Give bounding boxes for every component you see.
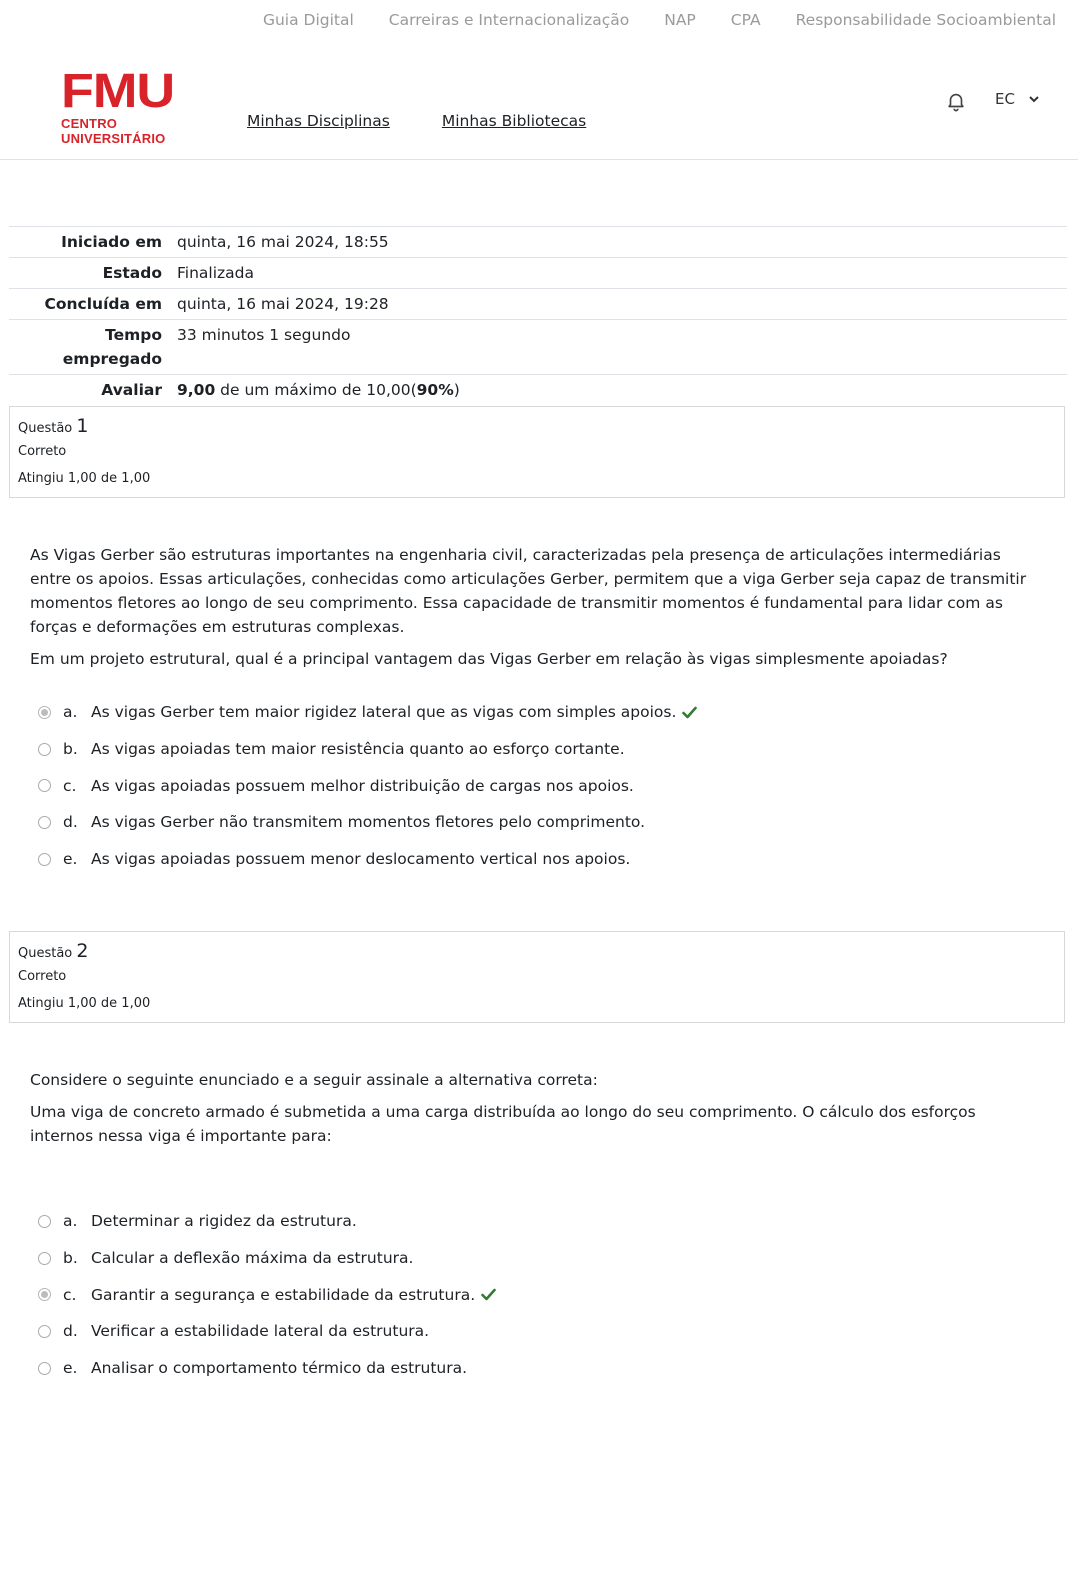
summary-state-label: Estado <box>102 264 162 282</box>
nav-minhas-disciplinas[interactable]: Minhas Disciplinas <box>247 112 390 130</box>
chevron-down-icon <box>1029 95 1039 103</box>
answer-option[interactable] <box>38 1240 496 1277</box>
grade-max: de um máximo de 10,00( <box>215 381 417 399</box>
answer-text: As vigas apoiadas possuem menor deslocamento vertical nos apoios. <box>91 850 631 869</box>
question-1-text <box>30 543 1040 679</box>
answer-text: Determinar a rigidez da estrutura. <box>91 1212 357 1231</box>
bell-icon[interactable] <box>945 90 967 112</box>
nav-minhas-bibliotecas[interactable]: Minhas Bibliotecas <box>441 112 587 130</box>
answer-text: Garantir a segurança e estabilidade da estrutura. <box>91 1285 476 1304</box>
question-2-text <box>30 1068 1040 1156</box>
radio-button[interactable] <box>38 1325 51 1338</box>
answer-option[interactable] <box>38 841 697 878</box>
answer-option[interactable] <box>38 1313 496 1350</box>
radio-button[interactable] <box>38 743 51 756</box>
answer-text: As vigas Gerber não transmitem momentos fletores pelo comprimento. <box>91 813 646 832</box>
answer-letter: e. <box>63 850 78 869</box>
summary-time-label: Tempo empregado <box>62 326 162 368</box>
answer-text: Calcular a deflexão máxima da estrutura. <box>91 1249 414 1268</box>
question-1-paragraph: As Vigas Gerber são estruturas importantes na engenharia civil, caracterizadas pela presença de articulações intermediárias entre os apoios. Essas articulações, conhecidas como articulações Gerber, permitem que a viga Gerber seja capaz de transmitir momentos fletores ao longo de seu comprimento. Essa capacidade de transmitir momentos é fundamental para lidar com as forças e deformações em estruturas complexas. <box>30 546 1027 636</box>
top-link-responsabilidade[interactable]: Responsabilidade Socioambiental <box>795 11 1056 29</box>
answer-text: As vigas Gerber tem maior rigidez lateral que as vigas com simples apoios. <box>91 703 677 722</box>
grade-score: 9,00 <box>177 381 216 399</box>
answer-option[interactable] <box>38 767 697 804</box>
answer-option[interactable] <box>38 731 697 768</box>
check-icon <box>682 706 697 719</box>
header-divider <box>0 159 1078 160</box>
check-icon <box>481 1288 496 1301</box>
top-link-carreiras[interactable]: Carreiras e Internacionalização <box>388 11 630 29</box>
question-2-answers <box>38 1203 496 1386</box>
question-1-grade: Atingiu 1,00 de 1,00 <box>18 471 151 486</box>
radio-button[interactable] <box>38 816 51 829</box>
radio-button[interactable] <box>38 1215 51 1228</box>
top-link-nap[interactable]: NAP <box>664 11 696 29</box>
question-2-number <box>18 940 1056 965</box>
radio-button[interactable] <box>38 1252 51 1265</box>
answer-option[interactable] <box>38 1276 496 1313</box>
user-initials: EC <box>995 90 1015 108</box>
user-menu[interactable] <box>995 90 1039 108</box>
question-label: Questão <box>18 946 73 961</box>
question-2-info <box>9 931 1065 1023</box>
top-links <box>263 11 1056 29</box>
answer-letter: d. <box>63 1322 78 1341</box>
question-1-number <box>18 415 1056 440</box>
radio-selected[interactable] <box>38 706 51 719</box>
radio-button[interactable] <box>38 853 51 866</box>
answer-text: As vigas apoiadas tem maior resistência quanto ao esforço cortante. <box>91 740 625 759</box>
answer-letter: a. <box>63 703 78 722</box>
answer-letter: b. <box>63 740 78 759</box>
summary-completed-value: quinta, 16 mai 2024, 19:28 <box>177 295 389 313</box>
answer-option[interactable] <box>38 1203 496 1240</box>
answer-text: Verificar a estabilidade lateral da estrutura. <box>91 1322 430 1341</box>
summary-started-label: Iniciado em <box>61 233 162 251</box>
attempt-summary-table <box>9 226 1067 405</box>
question-1-state: Correto <box>18 444 67 459</box>
summary-row-time <box>9 320 1067 375</box>
logo-subtitle: CENTRO UNIVERSITÁRIO <box>61 116 166 146</box>
summary-completed-label: Concluída em <box>44 295 162 313</box>
summary-time-value: 33 minutos 1 segundo <box>177 326 351 344</box>
answer-letter: c. <box>63 776 77 795</box>
top-link-guia-digital[interactable]: Guia Digital <box>262 11 354 29</box>
answer-text: As vigas apoiadas possuem melhor distribuição de cargas nos apoios. <box>91 776 634 795</box>
answer-letter: e. <box>63 1359 78 1378</box>
main-nav <box>247 112 586 130</box>
question-1-prompt: Em um projeto estrutural, qual é a principal vantagem das Vigas Gerber em relação às vigas simplesmente apoiadas? <box>30 650 948 668</box>
summary-started-value: quinta, 16 mai 2024, 18:55 <box>177 233 389 251</box>
question-number: 1 <box>76 415 89 437</box>
question-2-paragraph: Considere o seguinte enunciado e a seguir assinale a alternativa correta: <box>30 1071 598 1089</box>
answer-letter: c. <box>63 1285 77 1304</box>
summary-row-started <box>9 227 1067 258</box>
question-2-state: Correto <box>18 969 67 984</box>
question-number: 2 <box>76 940 89 962</box>
question-1-info <box>9 406 1065 498</box>
question-2-grade: Atingiu 1,00 de 1,00 <box>18 996 151 1011</box>
grade-percent: 90% <box>416 381 454 399</box>
summary-grade-label: Avaliar <box>101 381 162 399</box>
answer-letter: b. <box>63 1249 78 1268</box>
brand-logo[interactable] <box>61 65 201 146</box>
logo-brand: FMU <box>61 65 175 118</box>
grade-end: ) <box>453 381 460 399</box>
summary-state-value: Finalizada <box>177 264 255 282</box>
answer-letter: a. <box>63 1212 78 1231</box>
summary-grade-value <box>177 375 1067 406</box>
radio-button[interactable] <box>38 1362 51 1375</box>
summary-row-state <box>9 258 1067 289</box>
radio-selected[interactable] <box>38 1288 51 1301</box>
question-label: Questão <box>18 421 73 436</box>
summary-row-grade <box>9 375 1067 406</box>
answer-option[interactable] <box>38 804 697 841</box>
answer-option[interactable] <box>38 1350 496 1387</box>
question-1-answers <box>38 694 697 877</box>
summary-row-completed <box>9 289 1067 320</box>
radio-button[interactable] <box>38 779 51 792</box>
answer-letter: d. <box>63 813 78 832</box>
top-link-cpa[interactable]: CPA <box>730 11 761 29</box>
answer-option[interactable] <box>38 694 697 731</box>
answer-text: Analisar o comportamento térmico da estrutura. <box>91 1359 468 1378</box>
question-2-prompt: Uma viga de concreto armado é submetida a uma carga distribuída ao longo do seu comprimento. O cálculo dos esforços internos nessa viga é importante para: <box>30 1103 976 1145</box>
